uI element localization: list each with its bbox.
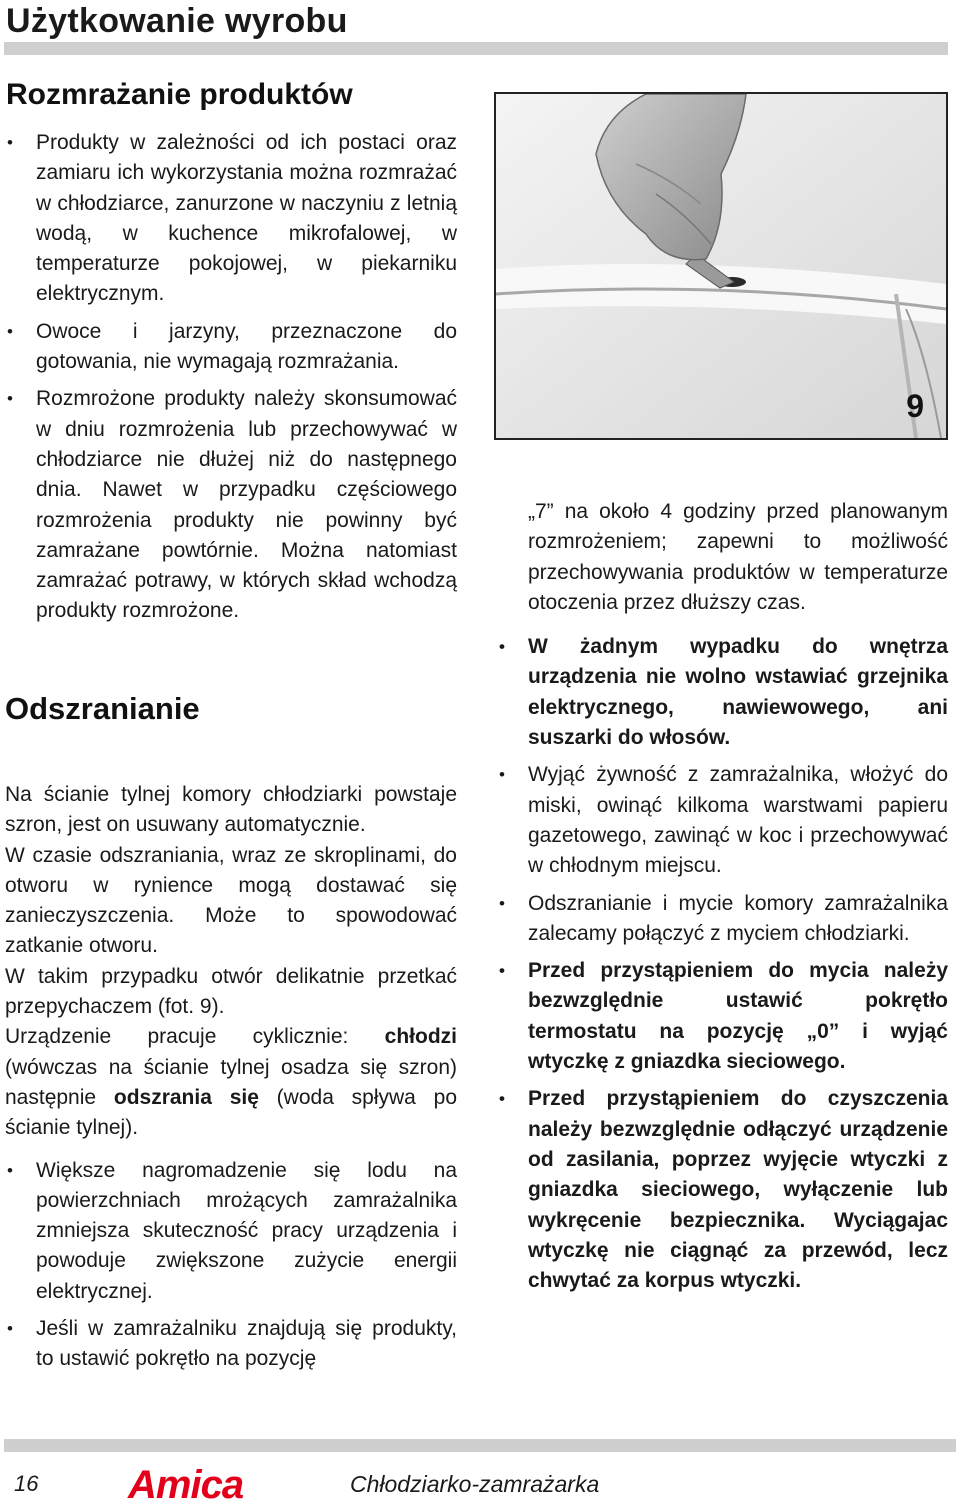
list-item: • W żadnym wypadku do wnętrza urządzenia nie wolno wstawiać grzejnika elektrycznego, nawiewowego, ani suszarki do włosów. [497, 632, 948, 753]
page-title: Użytkowanie wyrobu [6, 2, 348, 40]
text-segment-bold: odszrania się [113, 1085, 259, 1109]
defrosting-cycle-paragraph [5, 1022, 457, 1143]
defrost-products-list [5, 128, 457, 627]
title-divider [4, 42, 948, 55]
list-item: • Przed przystąpieniem do mycia należy bezwzględnie ustawić pokrętło termostatu na pozycję „0” i wyjąć wtyczkę z gniazdka sieciowego. [497, 956, 948, 1077]
defrost-products-section [5, 128, 457, 634]
defrosting-paragraph: Na ścianie tylnej komory chłodziarki powstaje szron, jest on usuwany automatycznie. [5, 783, 457, 837]
right-column [497, 497, 948, 1303]
list-item: • Większe nagromadzenie się lodu na powierzchniach mrożących zamrażalnika zmniejsza skuteczność pracy urządzenia i powoduje zwiększone zużycie energii elektrycznej. [5, 1156, 457, 1307]
list-item: • Jeśli w zamrażalniku znajdują się produkty, to ustawić pokrętło na pozycję [5, 1314, 457, 1375]
list-item: • Odszranianie i mycie komory zamrażalnika zalecamy połączyć z myciem chłodziarki. [497, 889, 948, 950]
continuation-paragraph: „7” na około 4 godziny przed planowanym rozmrożeniem; zapewni to możliwość przechowywania produktów w temperaturze otoczenia przez dłuższy czas. [528, 500, 948, 614]
section-heading-defrost-products: Rozmrażanie produktów [6, 78, 353, 111]
defrosting-paragraph: W czasie odszraniania, wraz ze skroplinami, do otworu w rynience mogą dostawać się zanieczyszczenia. Może to spowodować zatkanie otworu. [5, 843, 457, 958]
list-item: • Produkty w zależności od ich postaci oraz zamiaru ich wykorzystania można rozmrażać w chłodziarce, zanurzone w naczyniu z letnią wodą, w kuchence mikrofalowej, w temperaturze pokojowej, w piekarniku elektrycznym. [5, 128, 457, 310]
page-number: 16 [14, 1471, 39, 1496]
section-heading-defrosting: Odszranianie [5, 691, 200, 726]
list-item: • Owoce i jarzyny, przeznaczone do gotowania, nie wymagają rozmrażania. [5, 317, 457, 378]
brand-logo: Amica [128, 1463, 244, 1507]
defrosting-section [5, 780, 457, 1382]
right-column-list [497, 632, 948, 1296]
figure-number: 9 [906, 388, 924, 424]
document-title: Chłodziarko-zamrażarka [350, 1471, 600, 1497]
defrosting-paragraph: W takim przypadku otwór delikatnie przetkać przepychaczem (fot. 9). [5, 964, 457, 1019]
text-segment: (woda spływa po ścianie tylnej). [5, 1085, 457, 1140]
list-item: • Wyjąć żywność z zamrażalnika, włożyć do miski, owinąć kilkoma warstwami papieru gazetowego, zawinąć w koc i przechowywać w chłodnym miejscu. [497, 760, 948, 881]
photo-illustration [496, 94, 946, 438]
list-item: • Rozmrożone produkty należy skonsumować w dniu rozmrożenia lub przechowywać w chłodziarce nie dłużej niż do następnego dnia. Nawet w przypadku częściowego rozmrożenia produkty nie powinny być zamrażane powtórnie. Można natomiast zamrażać potrawy, w których skład wchodzą produkty rozmrożone. [5, 384, 457, 626]
text-segment-bold: chłodzi [384, 1025, 457, 1049]
footer-divider [4, 1439, 956, 1452]
defrosting-list [5, 1156, 457, 1375]
text-segment: (wówczas na ścianie tylnej osadza się szron) następnie [5, 1055, 457, 1109]
text-segment: Urządzenie pracuje cyklicznie: [5, 1025, 385, 1049]
list-item: • Przed przystąpieniem do czyszczenia należy bezwzględnie odłączyć urządzenie od zasilania, poprzez wyjęcie wtyczki z gniazdka sieciowego, wyłączenie lub wykręcenie bezpiecznika. Wyciągajac wtyczkę nie ciągnąć za przewód, lecz chwytać za korpus wtyczki. [497, 1084, 948, 1296]
figure-photo [494, 92, 948, 440]
